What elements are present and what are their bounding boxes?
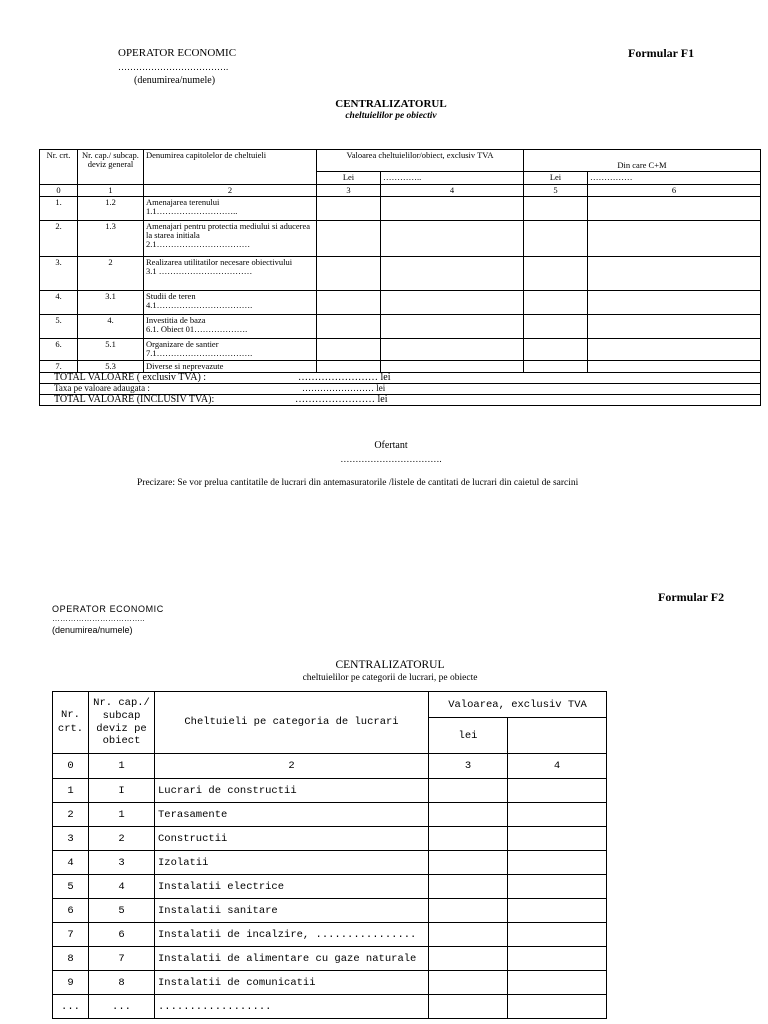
f1-row-den: Diverse si neprevazute xyxy=(144,360,317,372)
f2-col-number: 0 xyxy=(53,754,89,779)
f2-row-nr: 1 xyxy=(53,779,89,803)
f2-col-numbers xyxy=(53,754,607,779)
f1-header-din: Din care C+M xyxy=(524,150,761,172)
f1-table-row xyxy=(40,338,761,360)
f1-row-cap: 5.3 xyxy=(78,360,144,372)
f1-operator-dots: ………………………………. xyxy=(118,62,229,72)
f1-col-number: 1 xyxy=(78,185,144,197)
f2-row-value-cell xyxy=(429,947,508,971)
f1-title: CENTRALIZATORUL xyxy=(335,98,447,110)
f1-row-value-cell xyxy=(381,338,524,360)
f2-row-value-cell xyxy=(429,995,508,1019)
f2-header-chelt: Cheltuieli pe categoria de lucrari xyxy=(155,692,429,754)
f1-row-cap: 1.2 xyxy=(78,196,144,220)
f2-row-name: .................. xyxy=(155,995,429,1019)
f1-col-number: 6 xyxy=(588,185,761,197)
f2-table-row xyxy=(53,803,607,827)
f2-row-nr: 9 xyxy=(53,971,89,995)
f2-table-row xyxy=(53,827,607,851)
f1-row-value-cell xyxy=(317,314,381,338)
f1-row-value-cell xyxy=(588,338,761,360)
f1-col-numbers xyxy=(40,185,761,197)
f2-row-cap: 5 xyxy=(89,899,155,923)
f2-table-row xyxy=(53,923,607,947)
f1-row-cap: 1.3 xyxy=(78,220,144,256)
f2-header-cap: Nr. cap./ subcap deviz pe obiect xyxy=(89,692,155,754)
f1-row-nr: 1. xyxy=(40,196,78,220)
f2-row-cap: ... xyxy=(89,995,155,1019)
f2-row-cap: I xyxy=(89,779,155,803)
f1-row-den: Investitia de baza 6.1. Obiect 01………………. xyxy=(144,314,317,338)
f1-row-value-cell xyxy=(381,314,524,338)
f2-table-row xyxy=(53,875,607,899)
f1-ofertant-dots: ……………………………. xyxy=(340,454,442,464)
f1-operator-label: OPERATOR ECONOMIC xyxy=(118,47,237,59)
f2-header-nr: Nr. crt. xyxy=(53,692,89,754)
f1-row-nr: 4. xyxy=(40,290,78,314)
f1-row-value-cell xyxy=(524,314,588,338)
f1-row-value-cell xyxy=(524,256,588,290)
f2-table xyxy=(52,691,607,1019)
f2-row-value-cell xyxy=(429,779,508,803)
f1-row-den: Amenajarea terenului 1.1……………………….. xyxy=(144,196,317,220)
f1-row-value-cell xyxy=(588,290,761,314)
f2-row-value-cell xyxy=(429,803,508,827)
f2-header-lei: lei xyxy=(429,718,508,754)
f1-row-nr: 5. xyxy=(40,314,78,338)
f2-header-empty xyxy=(508,718,607,754)
f2-row-name: Instalatii de alimentare cu gaze naturale xyxy=(155,947,429,971)
f1-precizare: Precizare: Se vor prelua cantitatile de lucrari din antemasuratorile /listele de cantitati de lucrari din caietul de sarcini xyxy=(137,478,579,488)
f1-table-row xyxy=(40,220,761,256)
f2-operator-label: OPERATOR ECONOMIC xyxy=(52,604,164,614)
f2-row-value-cell xyxy=(429,899,508,923)
f2-row-value-cell xyxy=(429,827,508,851)
f1-row-value-cell xyxy=(381,196,524,220)
f2-row-name: Lucrari de constructii xyxy=(155,779,429,803)
f1-row-cap: 2 xyxy=(78,256,144,290)
f1-row-value-cell xyxy=(317,360,381,372)
f1-total-value: …………………… lei xyxy=(298,371,391,383)
f1-header-nr: Nr. crt. xyxy=(40,150,78,185)
f2-table-row xyxy=(53,971,607,995)
f1-total-row xyxy=(40,384,761,394)
f2-row-name: Constructii xyxy=(155,827,429,851)
f1-row-value-cell xyxy=(381,290,524,314)
f1-row-value-cell xyxy=(381,360,524,372)
f2-row-value-cell xyxy=(429,851,508,875)
f2-table-row xyxy=(53,947,607,971)
f2-formular-label: Formular F2 xyxy=(658,590,725,604)
f1-total-row xyxy=(40,372,761,384)
f2-row-value-cell xyxy=(508,923,607,947)
f1-header-dots2: …………… xyxy=(588,172,761,185)
f2-row-value-cell xyxy=(508,947,607,971)
f1-row-den: Realizarea utilitatilor necesare obiectivului 3.1 …………………………… xyxy=(144,256,317,290)
f2-row-cap: 2 xyxy=(89,827,155,851)
f2-row-value-cell xyxy=(508,875,607,899)
f2-row-name: Instalatii sanitare xyxy=(155,899,429,923)
f1-row-value-cell xyxy=(524,290,588,314)
f1-row-value-cell xyxy=(317,256,381,290)
f1-table-row xyxy=(40,256,761,290)
f1-row-value-cell xyxy=(524,196,588,220)
f1-row-value-cell xyxy=(317,220,381,256)
f2-row-cap: 6 xyxy=(89,923,155,947)
f2-row-nr: 8 xyxy=(53,947,89,971)
f2-subtitle: cheltuielilor pe categorii de lucrari, pe obiecte xyxy=(302,673,478,683)
f1-total-value: …………………… lei xyxy=(302,383,386,394)
f1-row-nr: 3. xyxy=(40,256,78,290)
f1-table xyxy=(39,149,761,406)
f2-row-cap: 3 xyxy=(89,851,155,875)
f1-row-value-cell xyxy=(588,256,761,290)
f1-row-value-cell xyxy=(588,196,761,220)
f2-row-name: Instalatii de comunicatii xyxy=(155,971,429,995)
f1-row-value-cell xyxy=(588,314,761,338)
f2-col-number: 2 xyxy=(155,754,429,779)
f2-table-row xyxy=(53,899,607,923)
f1-row-den: Studii de teren 4.1……………………………. xyxy=(144,290,317,314)
f1-row-cap: 4. xyxy=(78,314,144,338)
f2-row-name: Izolatii xyxy=(155,851,429,875)
f1-row-value-cell xyxy=(524,220,588,256)
f2-row-name: Instalatii de incalzire, ................ xyxy=(155,923,429,947)
f2-row-nr: 6 xyxy=(53,899,89,923)
f1-row-nr: 7. xyxy=(40,360,78,372)
f1-row-value-cell xyxy=(588,360,761,372)
f1-total-cell xyxy=(40,394,761,406)
f1-row-nr: 2. xyxy=(40,220,78,256)
f2-row-name: Instalatii electrice xyxy=(155,875,429,899)
f1-header-den: Denumirea capitolelor de cheltuieli xyxy=(144,150,317,185)
f1-subtitle: cheltuielilor pe obiectiv xyxy=(345,111,437,121)
f2-table-row xyxy=(53,779,607,803)
f2-row-cap: 8 xyxy=(89,971,155,995)
f1-header-lei: Lei xyxy=(317,172,381,185)
f2-title: CENTRALIZATORUL xyxy=(335,659,445,671)
f1-ofertant: Ofertant xyxy=(374,440,408,451)
f2-row-value-cell xyxy=(508,803,607,827)
f1-header-dots: ………….. xyxy=(381,172,524,185)
f1-row-cap: 5.1 xyxy=(78,338,144,360)
f2-operator-dots: …………………………….. xyxy=(52,614,145,623)
f1-row-value-cell xyxy=(317,196,381,220)
f1-col-number: 4 xyxy=(381,185,524,197)
f1-total-cell xyxy=(40,384,761,394)
f2-row-value-cell xyxy=(429,875,508,899)
f2-row-value-cell xyxy=(508,827,607,851)
f1-total-cell xyxy=(40,372,761,384)
f1-total-label: TOTAL VALOARE (INCLUSIV TVA): xyxy=(54,393,215,405)
f1-row-value-cell xyxy=(588,220,761,256)
f2-col-number: 4 xyxy=(508,754,607,779)
f2-row-nr: 5 xyxy=(53,875,89,899)
f1-row-value-cell xyxy=(381,256,524,290)
f1-header-cap: Nr. cap./ subcap. deviz general xyxy=(78,150,144,185)
f2-row-value-cell xyxy=(508,971,607,995)
f2-row-value-cell xyxy=(429,971,508,995)
f2-header-val: Valoarea, exclusiv TVA xyxy=(429,692,607,718)
f1-total-row xyxy=(40,394,761,406)
f1-denumirea: (denumirea/numele) xyxy=(134,75,216,86)
f1-row-cap: 3.1 xyxy=(78,290,144,314)
f2-row-nr: ... xyxy=(53,995,89,1019)
f1-row-den: Amenajari pentru protectia mediului si aducerea la starea initiala 2.1…………………………… xyxy=(144,220,317,256)
f1-table-row xyxy=(40,314,761,338)
f1-col-number: 5 xyxy=(524,185,588,197)
f2-row-cap: 4 xyxy=(89,875,155,899)
f2-row-nr: 3 xyxy=(53,827,89,851)
f2-row-value-cell xyxy=(508,995,607,1019)
f1-table-row xyxy=(40,290,761,314)
f1-col-number: 0 xyxy=(40,185,78,197)
f2-row-value-cell xyxy=(508,851,607,875)
f2-row-nr: 7 xyxy=(53,923,89,947)
f1-total-label: TOTAL VALOARE ( exclusiv TVA) : xyxy=(54,371,207,383)
f2-row-value-cell xyxy=(508,899,607,923)
f1-header-lei2: Lei xyxy=(524,172,588,185)
f1-row-value-cell xyxy=(317,290,381,314)
f2-col-number: 3 xyxy=(429,754,508,779)
f1-row-value-cell xyxy=(317,338,381,360)
f2-table-row xyxy=(53,995,607,1019)
f1-col-number: 3 xyxy=(317,185,381,197)
f2-col-number: 1 xyxy=(89,754,155,779)
f2-row-cap: 7 xyxy=(89,947,155,971)
f1-row-nr: 6. xyxy=(40,338,78,360)
f2-row-nr: 2 xyxy=(53,803,89,827)
f1-table-row xyxy=(40,196,761,220)
f1-formular-label: Formular F1 xyxy=(628,46,695,60)
f2-row-name: Terasamente xyxy=(155,803,429,827)
f2-table-row xyxy=(53,851,607,875)
f1-row-value-cell xyxy=(524,360,588,372)
f1-row-value-cell xyxy=(381,220,524,256)
f2-denumirea: (denumirea/numele) xyxy=(52,625,133,635)
f2-row-value-cell xyxy=(429,923,508,947)
f1-header-val: Valoarea cheltuielilor/obiect, exclusiv TVA xyxy=(317,150,524,172)
f1-table-row xyxy=(40,360,761,372)
f2-row-nr: 4 xyxy=(53,851,89,875)
f1-row-value-cell xyxy=(524,338,588,360)
f1-total-value: …………………… lei xyxy=(295,393,388,405)
f2-row-value-cell xyxy=(508,779,607,803)
f1-col-number: 2 xyxy=(144,185,317,197)
f2-row-cap: 1 xyxy=(89,803,155,827)
f1-row-den: Organizare de santier 7.1……………………………. xyxy=(144,338,317,360)
f1-total-label: Taxa pe valoare adaugata : xyxy=(54,383,150,394)
